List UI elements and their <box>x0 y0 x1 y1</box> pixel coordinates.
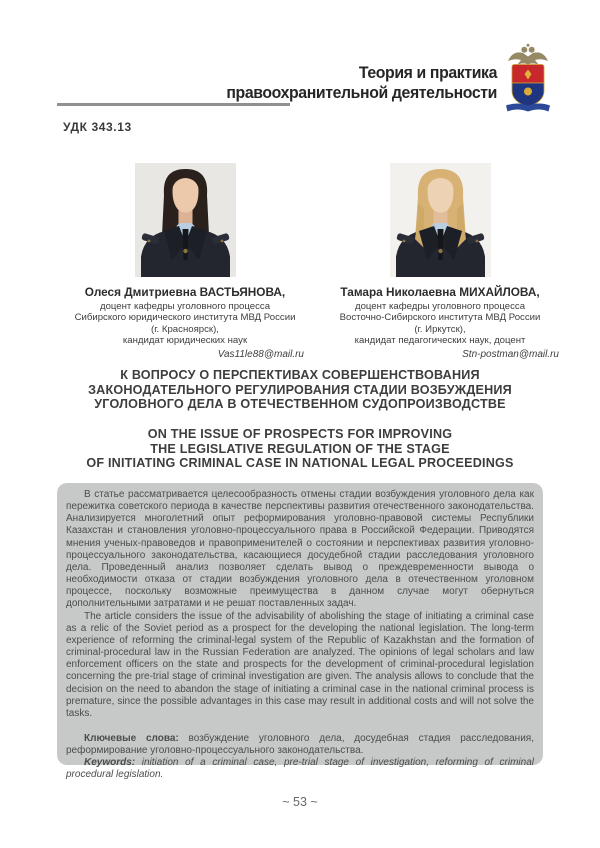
journal-title-line2: правоохранительной деятельности <box>226 82 497 102</box>
author-position: доцент кафедры уголовного процесса <box>99 301 271 312</box>
author-degree: кандидат юридических наук <box>122 335 248 347</box>
page-number: ~ 53 ~ <box>282 795 318 809</box>
author-name: Олеся Дмитриевна ВАСТЬЯНОВА, <box>84 285 286 299</box>
author-affiliation <box>315 301 565 347</box>
author-institute: Восточно-Сибирского института МВД России <box>339 312 541 324</box>
author-block-mikhailova <box>315 163 565 360</box>
journal-title <box>226 63 497 102</box>
header-rule <box>57 103 290 106</box>
title-en-line2: THE LEGISLATIVE REGULATION OF THE STAGE <box>150 441 450 456</box>
author-name: Тамара Николаевна МИХАЙЛОВА, <box>340 285 540 299</box>
keywords-ru-text: возбуждение уголовного дела, досудебная стадия расследования, реформирование уголовно-процессуального законодательства. <box>66 732 534 757</box>
title-ru-line1: К ВОПРОСУ О ПЕРСПЕКТИВАХ СОВЕРШЕНСТВОВАНИЯ <box>120 368 480 382</box>
keywords-ru <box>66 733 534 757</box>
author-photo-mikhailova <box>390 163 491 277</box>
abstract-en: The article considers the issue of the advisability of abolishing the stage of initiating a criminal case as a relic of the Soviet period as a prospect for the developing the national legislation. The long-term experience of reforming the criminal-legal system of the Republic of Kazakhstan and the formation of criminal-procedural law in the Russian Federation are analyzed. The opinions of legal scholars and law enforcement officers on the state and prospects for the development of criminal-procedural legislation concerning the pre-trial stage of criminal investigation are given. The analysis allows to conclude that the decision on the need to abandon the stage of initiating a criminal case in the national criminal process is premature, since the possible advantages in this case may result in additional costs and will not solve the tasks. <box>66 610 534 719</box>
article-title-en <box>0 427 600 471</box>
author-position: доцент кафедры уголовного процесса <box>354 301 526 312</box>
author-city: (г. Красноярск), <box>151 323 219 335</box>
article-title-ru <box>0 368 600 412</box>
keywords-ru-label: Ключевые слова: <box>84 732 179 744</box>
author-city: (г. Иркутск), <box>414 323 466 335</box>
journal-title-line1: Теория и практика <box>358 63 497 82</box>
udk-code: УДК 343.13 <box>63 120 132 134</box>
abstract-ru: В статье рассматривается целесообразность отмены стадии возбуждения уголовного дела как пережитка советского периода в качестве перспективы развития отечественного законодательства. Анализируется многолетний опыт реформирования уголовно-правовой системы Республики Казахстан и становления уголовно-процессуального права в Российской Федерации. Приводятся мнения ученых-правоведов и правоприменителей о состоянии и перспективах развития уголовно-процессуального законодательства, касающиеся досудебной стадии расследования уголовного дела. Проведенный анализ позволяет сделать вывод о преждевременности вывода о необходимости отказа от стадии возбуждения уголовного дела в отечественном уголовном процессе, поскольку возможные преимущества в данном случае могут обернуться дополнительными затратами и не решат поставленных задач. <box>66 489 534 610</box>
author-affiliation <box>60 301 310 347</box>
keywords-en <box>66 757 534 781</box>
abstract-box <box>57 483 543 781</box>
title-en-line3: OF INITIATING CRIMINAL CASE IN NATIONAL LEGAL PROCEEDINGS <box>86 456 514 471</box>
title-en-line1: ON THE ISSUE OF PROSPECTS FOR IMPROVING <box>147 427 453 441</box>
author-photo-vastyanova <box>135 163 236 277</box>
author-email: Vas11le88@mail.ru <box>217 348 304 360</box>
mvd-crest-icon <box>505 43 551 112</box>
author-degree: кандидат педагогических наук, доцент <box>354 335 526 347</box>
title-ru-line2: ЗАКОНОДАТЕЛЬНОГО РЕГУЛИРОВАНИЯ СТАДИИ ВОЗБУЖДЕНИЯ <box>88 382 512 397</box>
author-email: Stn-postman@mail.ru <box>462 348 559 360</box>
title-ru-line3: УГОЛОВНОГО ДЕЛА В ОТЕЧЕСТВЕННОМ СУДОПРОИЗВОДСТВЕ <box>94 397 506 412</box>
author-institute: Сибирского юридического института МВД России <box>74 312 296 324</box>
keywords-en-label: Keywords: <box>84 757 136 769</box>
keywords-en-text: initiation of a criminal case, pre-trial stage of investigation, reforming of criminal procedural legislation. <box>66 757 534 781</box>
author-block-vastyanova <box>60 163 310 360</box>
